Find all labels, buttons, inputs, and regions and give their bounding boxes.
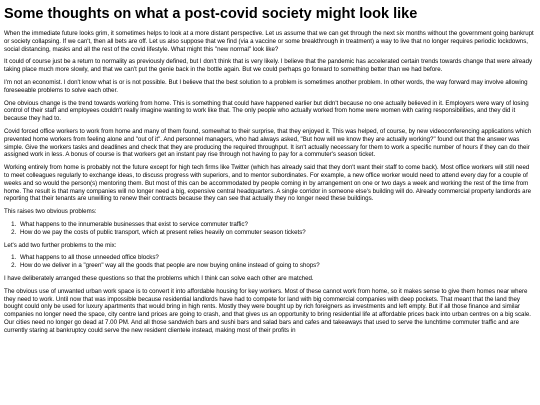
paragraph-covid-office-workers: Covid forced office workers to work from home and many of them found, somewhat to their surprise, that they enjoyed it. This was helped, of course, by new videoconferencing applications which prevented home workers from feeling alone and "out of it". And personnel managers, who had always asked, "But how will we know they are actually working?" found out that the answer was simple. Give the workers tasks and deadlines and check that they are producing the required throughput. It isn't actually necessary for them to work a specific number of hours if they can do their assigned work in less. A bonus of course is that workers get an instant pay rise through not having to pay for a commuter's season ticket. (4, 127, 532, 159)
problem-list-1 (4, 221, 536, 237)
list-item: 1. What happens to the innumerable businesses that exist to service commuter traffic? (18, 221, 536, 229)
paragraph-economist: I'm not an economist. I don't know what is or is not possible. But I believe that the best solution to a problem is sometimes another problem. In other words, the way forward may involve allowing foreseeable problems to solve each other. (4, 78, 528, 94)
paragraph-normality: It could of course just be a return to normality as previously defined, but I don't think that is very likely. I believe that the pandemic has accelerated certain trends towards change that were already taking place much more slowly, and that we can't put the genie back in the bottle again. But we could perhaps go forward to something better than we had before. (4, 58, 533, 74)
paragraph-further-problems: Let's add two further problems to the mix: (4, 241, 117, 249)
list-item: 1. What happens to all those unneeded office blocks? (18, 254, 536, 262)
list-item: 2. How do we deliver in a "green" way all the goods that people are now buying online instead of going to shops? (18, 262, 536, 270)
paragraph-arranged: I have deliberately arranged these questions so that the problems which I think can solve each other are matched. (4, 274, 314, 282)
list-item: 2. How do we pay the costs of public transport, which at present relies heavily on commuter season tickets? (18, 229, 536, 237)
paragraph-urban-work-space: The obvious use of unwanted urban work space is to convert it into affordable housing for key workers. Most of these cannot work from home, so it makes sense to give them homes near where they need to work. Until now that was impossible because residential landlords have had to compete for land with big commercial companies with deep pockets. That meant that the land they bought could only be used for luxury apartments that would bring in high rents. Mostly they were bought up by rich foreigners as investments and left empty. But if all those finance and similar companies no longer need the space, city centre land prices are going to crash, and that gives us an opportunity to bring residential life at affordable prices back into urban centres on a big scale. Our cities need no longer go dead at 7.00 PM. And all those sandwich bars and sushi bars and salad bars and cafes and takeaways that used to serve the lunchtime commuter traffic and are currently staring at bankruptcy could serve the new resident clientele instead, making most of their profits in (4, 287, 531, 334)
problem-list-2 (4, 254, 536, 270)
paragraph-entirely-from-home: Working entirely from home is probably not the future except for high tech firms like Twitter (which has already said that they don't want their staff to come back). Most office workers will still need to meet colleagues regularly to exchange ideas, to discuss progress with superiors, and to mentor subordinates. For example, a new office worker would need to attend every day for a couple of weeks and so would the person(s) mentoring them. But most of this can be accommodated by people coming in by arrangement on one or two days a week and working the rest of the time from home. The result is that many companies will no longer need a big, expensive central headquarters. A single corridor in someone else's building will do. Already commercial property landlords are reporting that their tenants are unwilling to renew their contracts because they can see that actually they no longer need these buildings. (4, 164, 532, 203)
page-title: Some thoughts on what a post-covid society might look like (4, 6, 418, 22)
paragraph-working-from-home: One obvious change is the trend towards working from home. This is something that could have happened earlier but didn't because no one actually believed in it. Employers were wary of losing control of their staff and employees couldn't really imagine wanting to work like that. The only people who actually worked from home were women with caring responsibilities, and they did it because they had to. (4, 99, 529, 123)
paragraph-intro: When the immediate future looks grim, it sometimes helps to look at a more distant perspective. Let us assume that we can get through the next six months without the government going bankrupt or society collapsing. If we can't, then all bets are off. Let us also suppose that we find (via a vaccine or some breakthrough in treatment) a way to live that no longer requires periodic lockdowns, social distancing, masks and all the rest of the covid lifestyle. What might this "new normal" look like? (4, 30, 534, 53)
paragraph-two-problems: This raises two obvious problems: (4, 208, 97, 216)
